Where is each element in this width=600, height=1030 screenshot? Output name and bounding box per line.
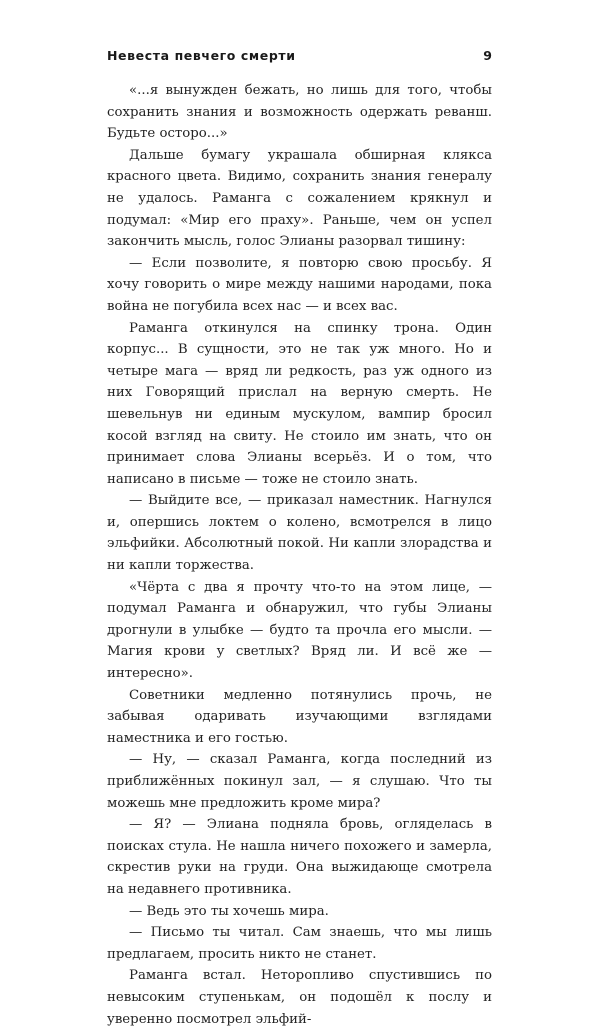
paragraph: Раманга откинулся на спинку трона. Один корпус... В сущности, это не так уж много. Но и четыре мага — вряд ли редкость, раз уж одного из них Говорящий прислал на верную смерть. Не шевельнув ни единым мускулом, вампир бросил косой взгляд на свиту. Не стоило им знать, что он принимает слова Элианы всерьёз. И о том, что написано в письме — тоже не стоило знать.: [107, 320, 492, 487]
paragraph: — Ну, — сказал Раманга, когда последний из приближённых покинул зал, — я слушаю. Что ты можешь мне предложить кроме мира?: [107, 752, 492, 811]
paragraph: Дальше бумагу украшала обширная клякса красного цвета. Видимо, сохранить знания генералу не удалось. Раманга с сожалением крякнул и подумал: «Мир его праху». Раньше, чем он успел закончить мысль, голос Элианы разорвал тишину:: [107, 147, 492, 250]
paragraph: — Если позволите, я повторю свою просьбу. Я хочу говорить о мире между нашими народами, пока война не погубила всех нас — и всех вас.: [107, 255, 492, 314]
paragraph: Советники медленно потянулись прочь, не забывая одаривать изучающими взглядами наместника и его гостью.: [107, 687, 492, 746]
page-number: 9: [483, 48, 492, 63]
paragraph: «...я вынужден бежать, но лишь для того, чтобы сохранить знания и возможность одержать реванш. Будьте осторо...»: [107, 83, 492, 142]
running-head: [107, 47, 492, 69]
paragraph: — Письмо ты читал. Сам знаешь, что мы лишь предлагаем, просить никто не станет.: [107, 925, 492, 962]
book-title: Невеста певчего смерти: [107, 48, 296, 63]
paragraph: — Я? — Элиана подняла бровь, огляделась в поисках стула. Не нашла ничего похожего и замерла, скрестив руки на груди. Она выжидающе смотрела на недавнего противника.: [107, 817, 492, 897]
paragraph: — Выйдите все, — приказал наместник. Нагнулся и, опершись локтем о колено, всмотрелся в лицо эльфийки. Абсолютный покой. Ни капли злорадства и ни капли торжества.: [107, 493, 492, 574]
body-text: [107, 80, 492, 1027]
paragraph: «Чёрта с два я прочту что-то на этом лице, — подумал Раманга и обнаружил, что губы Элианы дрогнули в улыбке — будто та прочла его мысли. — Магия крови у светлых? Вряд ли. И всё же — интересно».: [107, 579, 492, 682]
paragraph: — Ведь это ты хочешь мира.: [129, 903, 329, 919]
paragraph: Раманга встал. Неторопливо спустившись по невысоким ступенькам, он подошёл к послу и уверенно посмотрел эльфий-: [107, 968, 492, 1027]
